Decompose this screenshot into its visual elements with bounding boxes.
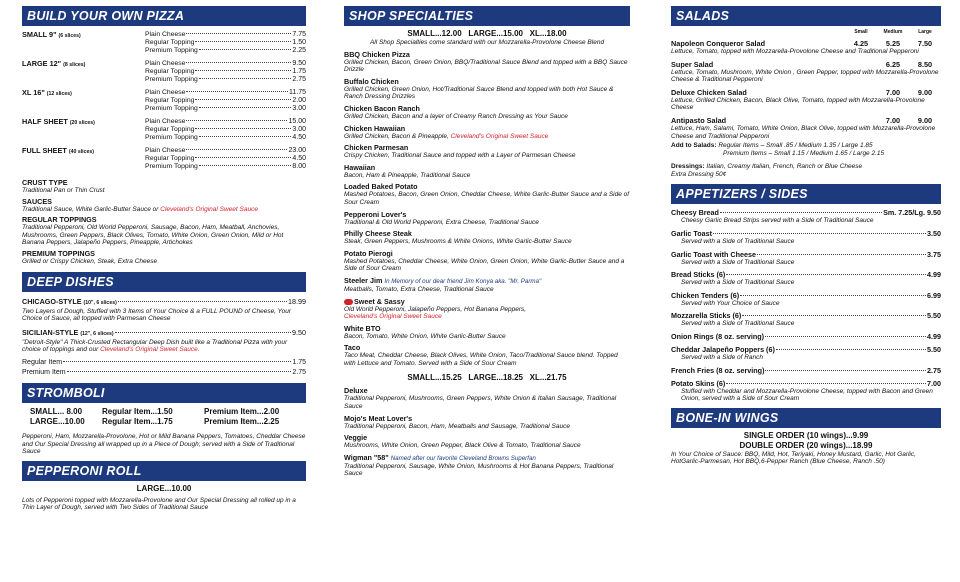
salad-name: Napoleon Conqueror Salad — [671, 39, 766, 48]
appetizer-desc: Served with a Side of Traditional Sauce — [681, 258, 795, 266]
chicago-note: (10", 6 slices) — [83, 299, 117, 306]
price-label: Regular Topping — [145, 39, 195, 46]
crust-section — [22, 178, 306, 195]
wings-single: SINGLE ORDER (10 wings)...9.99 — [743, 430, 869, 440]
specialties-prices-2: SMALL...15.25 LARGE...18.25 XL...21.75 — [407, 373, 567, 383]
stromboli-prices — [30, 407, 306, 427]
price-row — [145, 147, 306, 155]
pizza-size-row — [22, 118, 306, 142]
pizza-size-prices — [145, 31, 306, 55]
price-label: Premium Topping — [145, 47, 198, 54]
appetizer-item — [671, 379, 941, 403]
pizza-size-name — [22, 118, 145, 142]
specialty-item — [344, 77, 630, 101]
price-value: 11.75 — [289, 89, 306, 96]
specialty-item — [344, 324, 630, 341]
appetizer-name: Bread Sticks (6) — [671, 270, 726, 280]
column-left — [22, 6, 306, 578]
salad-size-label: Small — [854, 29, 868, 35]
price-label: Premium Topping — [145, 76, 198, 83]
appetizer-row — [671, 366, 941, 375]
specialty-desc-text: Steak, Green Peppers, Mushrooms & White Onions, White Garlic-Butter Sauce — [344, 238, 572, 246]
sauces-section — [22, 197, 306, 214]
pepperoni-roll-price: LARGE...10.00 — [136, 483, 192, 493]
salad-size-label: Large — [918, 29, 932, 35]
appetizer-price: 3.75 — [927, 249, 941, 259]
salad-desc: Lettuce, Ham, Salami, Tomato, White Onion, Black Olive, topped with Mozzarella-Provolone Cheese and Traditional Pepperoni — [671, 124, 936, 140]
salad-price — [845, 88, 877, 97]
appetizer-item — [671, 311, 941, 328]
appetizer-item — [671, 366, 941, 375]
salad-price: 7.50 — [917, 39, 933, 48]
premium-toppings-desc: Grilled or Crispy Chicken, Steak, Extra Cheese — [22, 257, 158, 265]
pizza-size-prices — [145, 118, 306, 142]
price-label: Plain Cheese — [145, 147, 186, 154]
appetizer-item — [671, 345, 941, 362]
shop-specialties-header: SHOP SPECIALTIES — [344, 6, 630, 26]
salads-list — [671, 39, 941, 140]
specialty-title: Taco — [344, 343, 361, 353]
size-name: SMALL 9" — [22, 30, 57, 39]
price-label: Regular Topping — [145, 97, 195, 104]
sicilian-name: SICILIAN-STYLE — [22, 327, 79, 337]
deep-regular-price: 1.75 — [292, 358, 306, 366]
specialty-title: Hawaiian — [344, 162, 376, 172]
size-slices: (12 slices) — [46, 91, 72, 97]
appetizer-desc: Served with a Side of Traditional Sauce — [681, 320, 795, 328]
specialty-desc-text: Grilled Chicken, Bacon and a layer of Creamy Ranch Dressing as Your Sauce — [344, 112, 568, 120]
pizza-sizes — [22, 31, 306, 171]
specialty-desc-text: Mushrooms, White Onion, Green Pepper, Black Olive & Tomato, Traditional Sauce — [344, 442, 581, 450]
specialties-list-2 — [344, 324, 630, 368]
pizza-size-row — [22, 31, 306, 55]
appetizer-desc: Cheesy Garlic Bread Strips served with a Side of Traditional Sauce — [681, 217, 874, 225]
salad-price — [845, 60, 877, 69]
price-row — [145, 60, 306, 68]
specialty-desc — [344, 59, 630, 74]
sweet-desc: Old World Pepperoni, Jalapeño Peppers, Hot Banana Peppers, — [344, 305, 527, 313]
appetizer-desc: Served with Your Choice of Sauce — [681, 299, 780, 307]
size-slices: (8 slices) — [63, 62, 86, 68]
price-value: 7.75 — [292, 31, 306, 38]
price-value: 2.75 — [292, 76, 306, 83]
deep-dishes-header: DEEP DISHES — [22, 272, 306, 292]
add-to-salads — [671, 142, 941, 158]
price-label: Regular Topping — [145, 68, 195, 75]
specialty-desc — [344, 191, 630, 206]
price-row — [145, 97, 306, 105]
specialty-desc-text: Traditional & Old World Pepperoni, Extra Cheese, Traditional Sauce — [344, 218, 539, 226]
stromboli-price: Regular Item...1.50 — [102, 406, 173, 416]
price-label: Regular Topping — [145, 126, 195, 133]
add-to-salads-premium: Premium Items – Small 1.15 / Medium 1.65 / Large 2.15 — [723, 149, 885, 157]
specialty-title: Veggie — [344, 433, 368, 443]
appetizer-name: Garlic Toast with Cheese — [671, 249, 756, 259]
salad-row — [671, 39, 941, 48]
price-row — [145, 126, 306, 134]
appetizer-price: 7.00 — [927, 378, 941, 388]
specialty-item — [344, 143, 630, 160]
salad-price: 9.00 — [917, 115, 933, 125]
specialty-sauce: Cleveland's Original Sweet Sauce — [450, 132, 549, 140]
appetizer-item — [671, 208, 941, 225]
specialty-title: Chicken Bacon Ranch — [344, 103, 420, 113]
dressings-list: Italian, Creamy Italian, French, Ranch or Blue Cheese — [706, 162, 863, 170]
price-row — [145, 118, 306, 126]
regular-toppings-desc: Traditional Pepperoni, Old World Pepperoni, Sausage, Bacon, Ham, Meatball, Anchovies, Mushrooms, Green Peppers, Black Olives, Tomato, White Onion, Green Onion, Mild or Hot Banana Peppers, Jalapeño Peppers, Pineapple, Artichokes — [22, 224, 284, 247]
salad-price: 4.25 — [853, 39, 869, 48]
sicilian-price: 9.50 — [292, 327, 306, 337]
price-value: 23.00 — [288, 147, 306, 154]
specialty-desc-text: Grilled Chicken, Bacon, Green Onion, BBQ/Traditional Sauce Blend and topped with a BBQ Sauce Drizzle — [344, 58, 628, 74]
price-label: Regular Topping — [145, 155, 195, 162]
price-value: 8.00 — [292, 163, 306, 170]
deep-regular-item: Regular Item — [22, 358, 63, 366]
pizza-size-row — [22, 147, 306, 171]
specialty-desc — [344, 423, 630, 431]
price-value: 15.00 — [288, 118, 306, 125]
pizza-size-prices — [145, 89, 306, 113]
chicago-name: CHICAGO-STYLE — [22, 296, 82, 306]
appetizer-price: 3.50 — [927, 228, 941, 238]
appetizer-row — [671, 229, 941, 238]
appetizer-name: Potato Skins (6) — [671, 378, 726, 388]
price-label: Premium Topping — [145, 105, 198, 112]
specialty-desc — [344, 395, 630, 410]
appetizer-price: 6.99 — [927, 290, 941, 300]
specialty-title: Deluxe — [344, 386, 368, 396]
specialty-desc-text: Traditional Pepperoni, Bacon, Ham, Meatballs and Sausage, Traditional Sauce — [344, 422, 570, 430]
stromboli-price: LARGE...10.00 — [30, 416, 85, 426]
price-row — [145, 31, 306, 39]
specialty-desc-text: Taco Meat, Cheddar Cheese, Black Olives, White Onion, Taco/Traditional Sauce blend. Topped with Lettuce and Tomato. Served with a Side of Sour Cream — [344, 352, 618, 367]
specialties-standard: All Shop Specialties come standard with our Mozzarella-Provolone Cheese Blend — [369, 39, 605, 46]
pizza-size-prices — [145, 60, 306, 84]
appetizer-item — [671, 291, 941, 308]
specialty-desc — [344, 113, 630, 121]
wings-desc: In Your Choice of Sauce: BBQ, Mild, Hot, Teriyaki, Honey Mustard, Garlic, Hot Garlic, HotGarlic-Parmesan, Hot BBQ,6-Pepper Ranch (Blue Cheese, Ranch .50) — [671, 450, 916, 466]
regular-toppings-title: REGULAR TOPPINGS — [22, 215, 97, 225]
specialty-item — [344, 50, 630, 74]
specialty-item — [344, 414, 630, 431]
appetizer-item — [671, 270, 941, 287]
appetizer-row — [671, 291, 941, 300]
size-slices: (20 slices) — [69, 120, 95, 126]
price-row — [145, 134, 306, 142]
appetizer-desc: Served with a Side of Traditional Sauce — [681, 237, 795, 245]
specialty-desc-text: Bacon, Tomato, White Onion, White Garlic-Butter Sauce — [344, 332, 506, 340]
column-right — [671, 6, 941, 578]
specialty-item — [344, 229, 630, 246]
stromboli-price: Premium Item...2.00 — [204, 406, 280, 416]
steeler-title: Steeler Jim — [344, 275, 383, 285]
price-label: Premium Topping — [145, 163, 198, 170]
salad-name: Deluxe Chicken Salad — [671, 87, 747, 97]
salad-row — [671, 116, 941, 125]
specialty-desc-text: Grilled Chicken, Green Onion, Hot/Traditional Sauce Blend and topped with both Hot Sauce & Ranch Dressing Drizzles — [344, 85, 614, 101]
specialty-item — [344, 433, 630, 450]
size-name: HALF SHEET — [22, 117, 68, 126]
sicilian-note: (12", 6 slices) — [80, 330, 114, 337]
salad-item — [671, 60, 941, 84]
specialty-item — [344, 343, 630, 367]
appetizer-price: 4.99 — [927, 331, 941, 341]
salad-item — [671, 116, 941, 140]
salad-item — [671, 88, 941, 112]
appetizer-price: 4.99 — [927, 270, 941, 280]
specialty-title: Chicken Hawaiian — [344, 123, 406, 133]
salad-size-labels — [671, 29, 941, 35]
pizza-size-name — [22, 89, 145, 113]
pizza-size-row — [22, 89, 306, 113]
appetizer-name: Garlic Toast — [671, 228, 713, 238]
premium-toppings-title: PREMIUM TOPPINGS — [22, 248, 95, 258]
pizza-size-prices — [145, 147, 306, 171]
size-name: LARGE 12" — [22, 59, 62, 68]
extra-dressing: Extra Dressing 50¢ — [671, 170, 727, 178]
pizza-size-name — [22, 31, 145, 55]
price-row — [145, 68, 306, 76]
stromboli-price: Premium Item...2.25 — [204, 416, 280, 426]
appetizer-price: 5.50 — [927, 311, 941, 321]
specialty-desc-text: Crispy Chicken, Traditional Sauce and topped with a Layer of Parmesan Cheese — [344, 152, 576, 160]
price-value: 1.75 — [292, 68, 306, 75]
salad-desc: Lettuce, Grilled Chicken, Bacon, Black Olive, Tomato, topped with Mozzarella-Provolone Cheese — [671, 96, 925, 112]
appetizer-name: Chicken Tenders (6) — [671, 290, 740, 300]
specialty-desc-text: Mashed Potatoes, Bacon, Green Onion, Cheddar Cheese, White Garlic-Butter Sauce and a Side of Sour Cream — [344, 191, 630, 206]
specialty-desc-text: Mashed Potatoes, Cheddar Cheese, White Onion, Green Onion, White Garlic-Butter Sauce and a Side of Sour Cream — [344, 257, 625, 273]
salad-price: 7.00 — [885, 115, 901, 125]
appetizers-header: APPETIZERS / SIDES — [671, 184, 941, 204]
appetizer-desc: Served with a Side of Traditional Sauce — [681, 279, 795, 287]
specialty-desc — [344, 333, 630, 341]
price-row — [145, 89, 306, 97]
sicilian-desc: "Detroit-Style" A Thick-Crusted Rectangular Deep Dish built like a Traditional Pizza with your choice of toppings and our — [22, 338, 288, 354]
specialty-desc — [344, 352, 630, 367]
price-value: 4.50 — [292, 155, 306, 162]
wigman-58 — [344, 453, 630, 478]
specialty-title: Philly Cheese Steak — [344, 229, 412, 239]
price-label: Plain Cheese — [145, 31, 186, 38]
price-row — [145, 163, 306, 171]
salad-item — [671, 39, 941, 56]
add-to-salads-regular: Regular Items – Small .85 / Medium 1.35 / Large 1.85 — [718, 142, 873, 150]
price-label: Plain Cheese — [145, 118, 186, 125]
price-value: 3.00 — [292, 105, 306, 112]
sweet-title: Sweet & Sassy — [354, 296, 405, 306]
crust-title: CRUST TYPE — [22, 178, 68, 187]
steeler-desc: Meatballs, Tomato, Extra Cheese, Traditional Sauce — [344, 285, 494, 293]
appetizer-row — [671, 379, 941, 388]
new-badge-icon — [344, 299, 353, 305]
specialty-title: Loaded Baked Potato — [344, 182, 418, 192]
column-middle — [344, 6, 630, 578]
specialty-title: Mojo's Meat Lover's — [344, 413, 413, 423]
appetizer-row — [671, 250, 941, 259]
pepperoni-roll-header: PEPPERONI ROLL — [22, 461, 306, 481]
appetizer-desc: Stuffed with Cheddar and Mozzarella-Provolone Cheese, topped with Bacon and Green Onion, served with a Side of Sour Cream — [681, 387, 933, 403]
wings-header: BONE-IN WINGS — [671, 408, 941, 428]
dressings — [671, 163, 941, 179]
price-value: 2.00 — [292, 97, 306, 104]
wigman-note: Named after our favorite Cleveland Browns Superfan — [390, 454, 536, 462]
price-label: Plain Cheese — [145, 89, 186, 96]
appetizer-name: French Fries (8 oz. serving) — [671, 365, 765, 375]
specialty-desc — [344, 219, 630, 227]
wings-double: DOUBLE ORDER (20 wings)...18.99 — [739, 440, 873, 450]
specialty-item — [344, 182, 630, 206]
salad-price: 6.25 — [885, 59, 901, 69]
add-to-salads-title: Add to Salads: — [671, 142, 717, 150]
appetizers-list — [671, 208, 941, 402]
specialty-desc — [344, 152, 630, 160]
stromboli-price: SMALL... 8.00 — [30, 406, 83, 416]
specialty-item — [344, 163, 630, 180]
pizza-size-name — [22, 147, 145, 171]
specialty-title: Potato Pierogi — [344, 248, 393, 258]
specialty-item — [344, 386, 630, 410]
salad-desc: Lettuce, Tomato, topped with Mozzarella-Provolone Cheese and Traditional Pepperoni — [671, 48, 919, 55]
sweet-sauce-text: Cleveland's Original Sweet Sauce — [160, 205, 258, 213]
specialty-title: BBQ Chicken Pizza — [344, 49, 410, 59]
appetizer-desc: Served with a Side of Ranch — [681, 353, 764, 361]
specialty-desc — [344, 442, 630, 450]
specialty-desc-text: Grilled Chicken, Bacon & Pineapple, — [344, 132, 451, 140]
salad-price — [845, 116, 877, 125]
price-label: Premium Topping — [145, 134, 198, 141]
specialty-desc-text: Bacon, Ham & Pineapple, Traditional Sauce — [344, 171, 471, 179]
specialty-desc — [344, 86, 630, 101]
appetizer-item — [671, 250, 941, 267]
appetizer-price: 2.75 — [927, 365, 941, 375]
appetizer-name: Onion Rings (8 oz. serving) — [671, 331, 765, 341]
salad-size-label: Medium — [883, 29, 903, 35]
specialty-desc — [344, 258, 630, 273]
stromboli-header: STROMBOLI — [22, 383, 306, 403]
size-slices: (6 slices) — [58, 33, 81, 39]
price-value: 9.50 — [292, 60, 306, 67]
specialties-list-1 — [344, 50, 630, 273]
steeler-note: In Memory of our dear friend Jim Konya aka. "Mr. Parma" — [384, 277, 542, 285]
specialty-item — [344, 104, 630, 121]
wigman-desc: Traditional Pepperoni, Sausage, White Onion, Mushrooms & Hot Banana Peppers, Traditional Sauce — [344, 462, 614, 478]
crust-desc: Traditional Pan or Thin Crust — [22, 187, 105, 194]
specialties-list-3 — [344, 386, 630, 449]
appetizer-name: Cheddar Jalapeño Poppers (6) — [671, 344, 775, 354]
dressings-title: Dressings: — [671, 162, 705, 170]
price-value: 2.25 — [292, 47, 306, 54]
salad-price: 7.00 — [885, 87, 901, 97]
specialty-title: Buffalo Chicken — [344, 76, 399, 86]
sweet-sassy — [344, 297, 630, 321]
specialty-item — [344, 249, 630, 273]
price-value: 4.50 — [292, 134, 306, 141]
sicilian-style — [22, 328, 306, 354]
appetizer-row — [671, 332, 941, 341]
pepperoni-roll-desc: Lots of Pepperoni topped with Mozzarella-Provolone and Our Special Dressing all rolled up in a Thin Layer of Dough, served with Two Sides of Traditional Sauce — [22, 496, 296, 512]
price-label: Plain Cheese — [145, 60, 186, 67]
chicago-desc: Two Layers of Dough, Stuffed with 3 Items of Your Choice & a FULL POUND of Cheese, Your Choice of Sauce, all topped with Parmesan Cheese — [22, 307, 292, 323]
salad-desc: Lettuce, Tomato, Mushroom, White Onion , Green Pepper, topped with Mozzarella-Provolone Cheese & Traditional Pepperoni — [671, 68, 939, 84]
specialties-prices-1: SMALL...12.00 LARGE...15.00 XL...18.00 — [407, 29, 567, 38]
specialty-desc — [344, 238, 630, 246]
appetizer-price: Sm. 7.25/Lg. 9.50 — [883, 208, 941, 218]
appetizer-item — [671, 229, 941, 246]
sweet-sauce: Cleveland's Original Sweet Sauce — [344, 313, 442, 321]
deep-premium-price: 2.75 — [292, 368, 306, 376]
sauces-title: SAUCES — [22, 196, 52, 206]
appetizer-price: 5.50 — [927, 344, 941, 354]
pizza-size-name — [22, 60, 145, 84]
salad-price: 8.50 — [917, 59, 933, 69]
price-row — [145, 47, 306, 55]
appetizer-row — [671, 311, 941, 320]
build-pizza-header: BUILD YOUR OWN PIZZA — [22, 6, 306, 26]
stromboli-price: Regular Item...1.75 — [102, 416, 173, 426]
price-value: 1.50 — [292, 39, 306, 46]
sauces-desc — [22, 206, 306, 214]
sauces-text: Traditional Sauce, White Garlic-Butter Sauce or — [22, 205, 161, 213]
premium-toppings-section — [22, 249, 306, 266]
salad-row — [671, 88, 941, 97]
specialty-desc — [344, 133, 630, 141]
specialty-title: White BTO — [344, 323, 381, 333]
appetizer-row — [671, 345, 941, 354]
price-row — [145, 155, 306, 163]
sicilian-sauce: Cleveland's Original Sweet Sauce. — [100, 346, 200, 354]
regular-toppings-section — [22, 215, 306, 247]
appetizer-row — [671, 208, 941, 217]
salads-header: SALADS — [671, 6, 941, 26]
salad-row — [671, 60, 941, 69]
specialty-desc — [344, 172, 630, 180]
appetizer-name: Cheesy Bread — [671, 208, 719, 218]
salad-name: Antipasto Salad — [671, 115, 727, 125]
salad-price: 9.00 — [917, 87, 933, 97]
appetizer-name: Mozzarella Sticks (6) — [671, 311, 742, 321]
price-value: 3.00 — [292, 126, 306, 133]
specialty-title: Chicken Parmesan — [344, 143, 409, 153]
specialty-item — [344, 210, 630, 227]
appetizer-row — [671, 270, 941, 279]
stromboli-desc: Pepperoni, Ham, Mozzarella-Provolone, Hot or Mild Banana Peppers, Tomatoes, Cheddar Cheese and Our Special Dressing all wrapped up in a Piece of Dough; served with a Side of Traditional Sauce — [22, 432, 306, 456]
deep-premium-item: Premium Item — [22, 368, 66, 376]
price-row — [145, 76, 306, 84]
size-slices: (40 slices) — [68, 149, 94, 155]
size-name: FULL SHEET — [22, 146, 67, 155]
salad-price: 5.25 — [885, 39, 901, 48]
chicago-price: 18.99 — [288, 296, 306, 306]
pizza-size-row — [22, 60, 306, 84]
specialty-title: Pepperoni Lover's — [344, 209, 407, 219]
specialty-item — [344, 124, 630, 141]
salad-name: Super Salad — [671, 59, 714, 69]
specialty-desc-text: Traditional Pepperoni, Mushrooms, Green Peppers, White Onion & Italian Sausage, Traditional Sauce — [344, 395, 617, 411]
price-row — [145, 105, 306, 113]
chicago-style — [22, 297, 306, 323]
steeler-jim — [344, 276, 630, 294]
appetizer-item — [671, 332, 941, 341]
size-name: XL 16" — [22, 88, 45, 97]
wigman-title: Wigman "58" — [344, 452, 389, 462]
price-row — [145, 39, 306, 47]
